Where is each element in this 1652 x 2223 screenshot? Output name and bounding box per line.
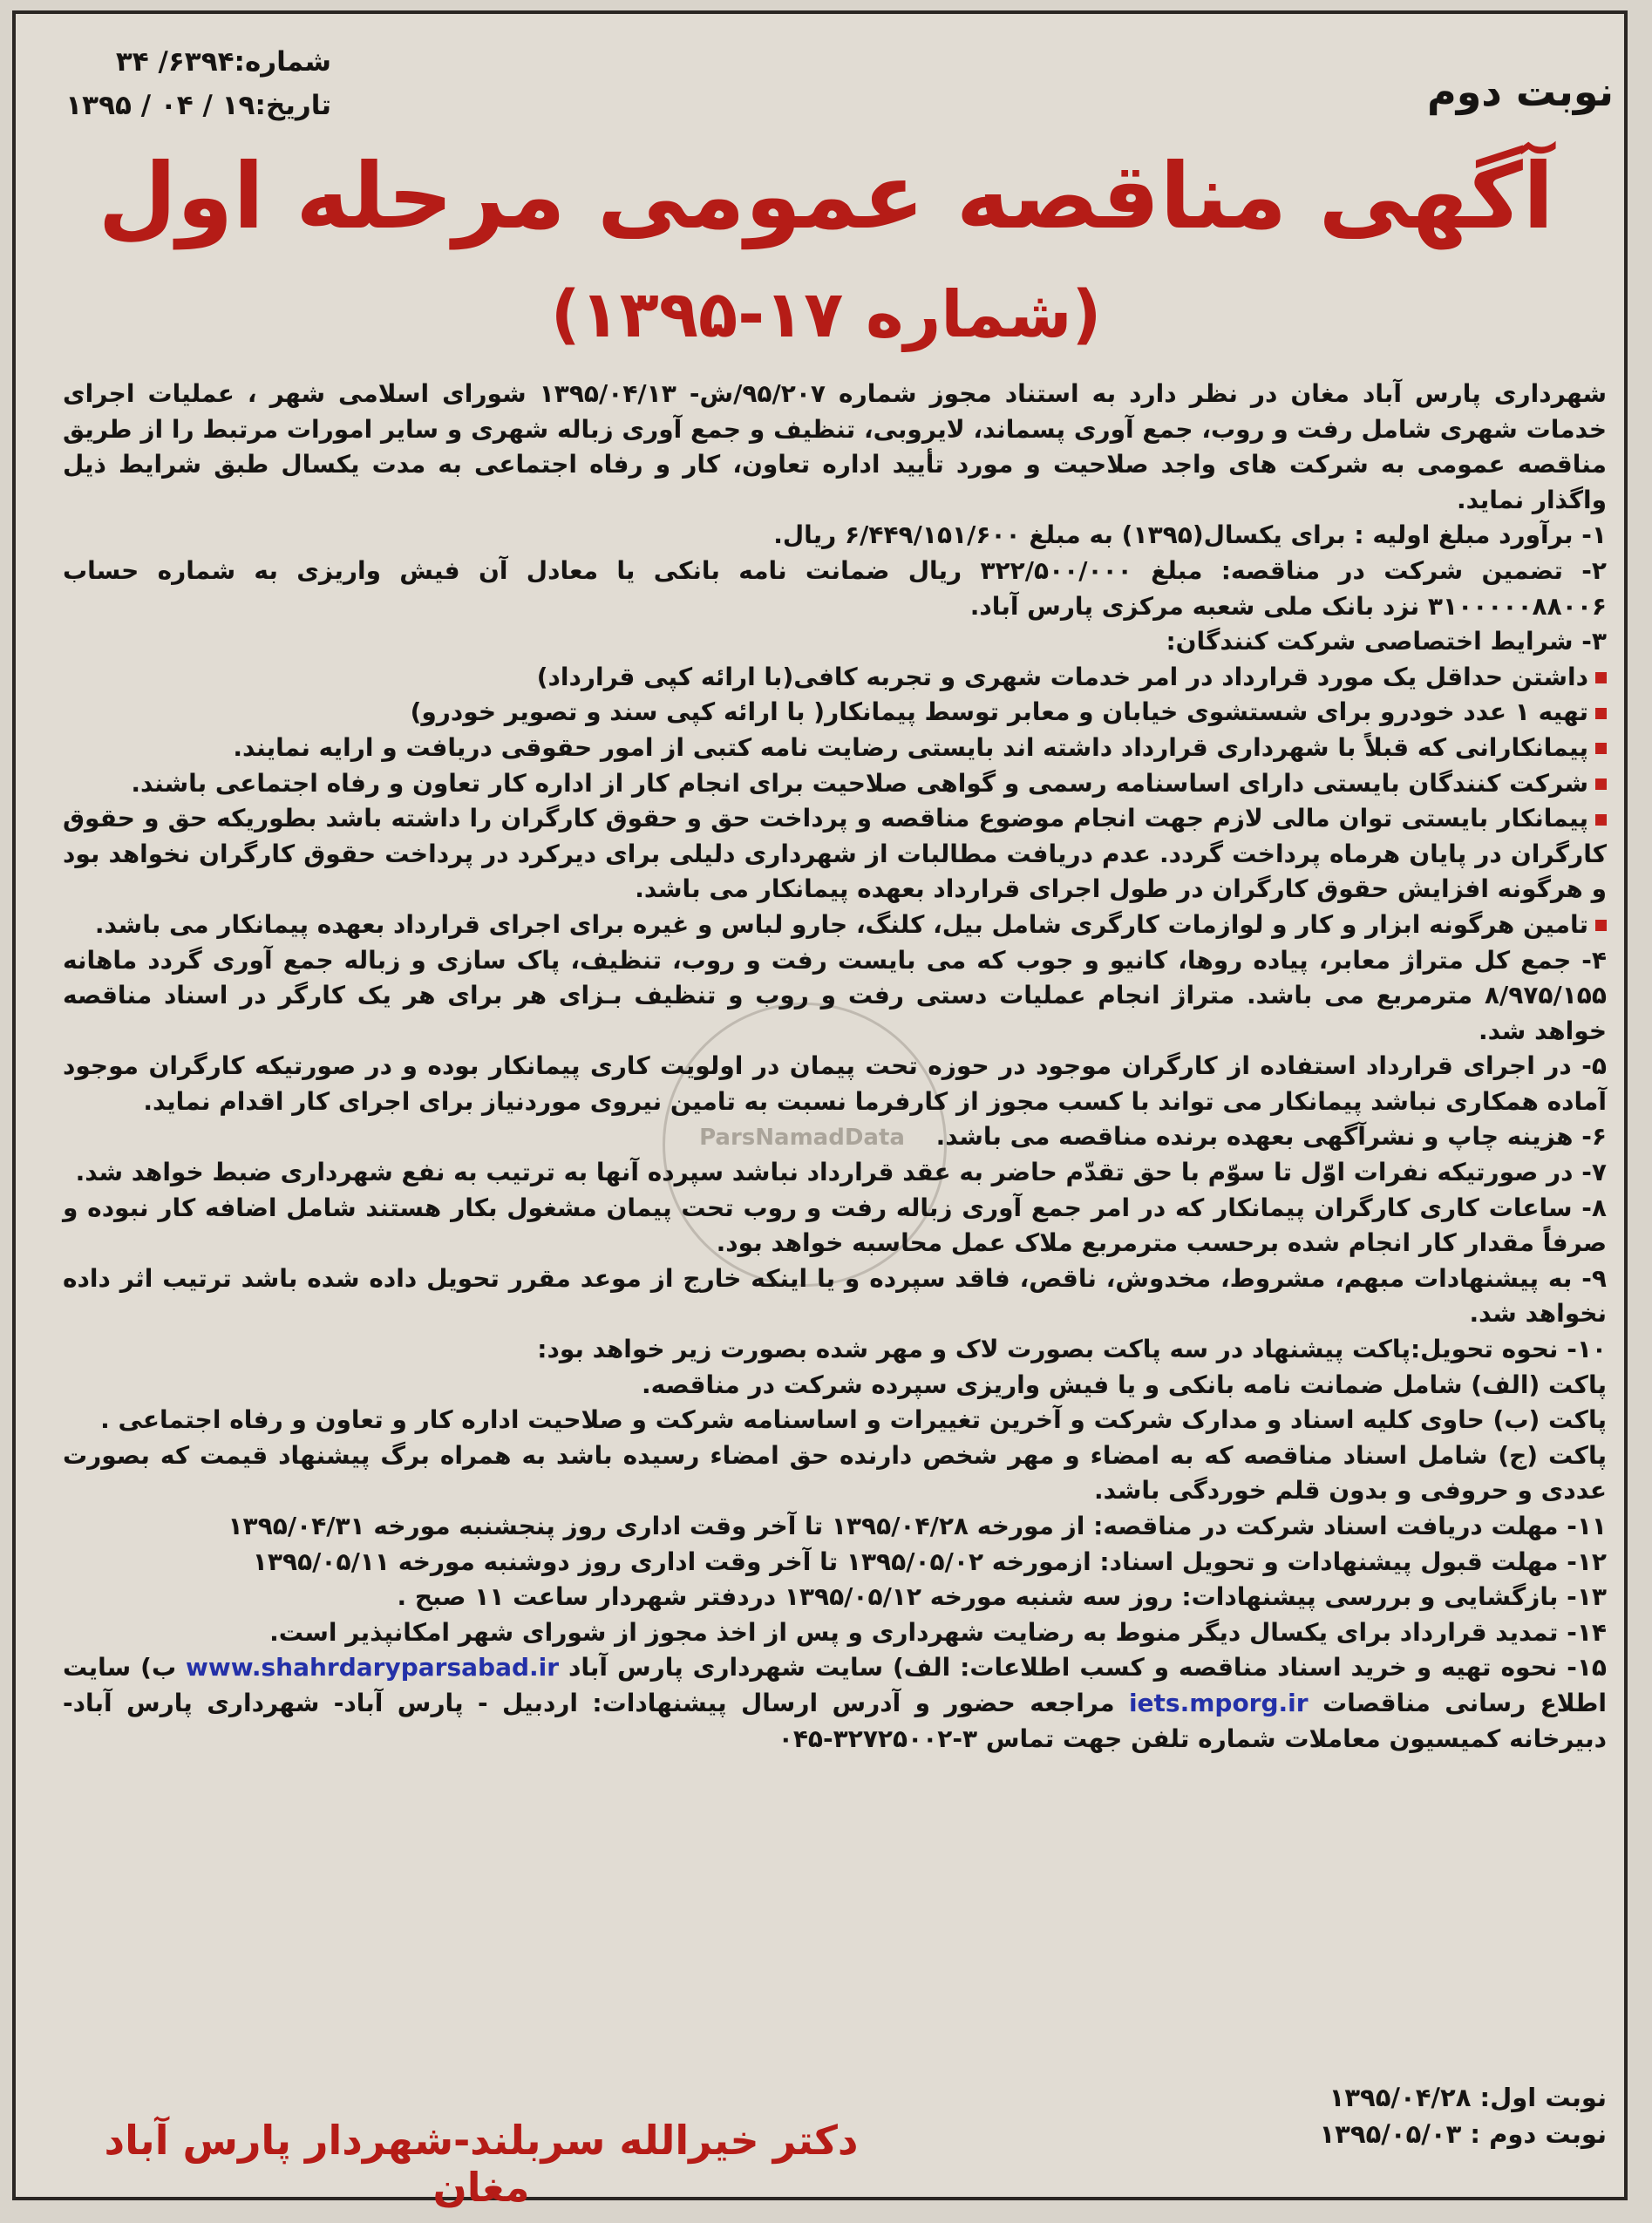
reference-date: تاریخ:۱۹ / ۰۴ / ۱۳۹۵	[65, 90, 331, 121]
item-10: ۱۰- نحوه تحویل:پاکت پیشنهاد در سه پاکت بصورت لاک و مهر شده بصورت زیر خواهد بود:	[537, 1335, 1607, 1364]
bullet-square-icon	[1595, 920, 1607, 931]
item-2: ۲- تضمین شرکت در مناقصه: مبلغ ۳۲۲/۵۰۰/۰۰۰ ریال ضمانت نامه بانکی یا معادل آن فیش واریزی به شماره حساب ۳۱۰۰۰۰۰۸۸۰۰۶ نزد بانک ملی شعبه مرکزی پارس آباد.	[63, 555, 1607, 621]
item-4: ۴- جمع کل متراژ معابر، پیاده روها، کانیو و جوب که می بایست رفت و روب، تنظیف، پاک سازی و زباله جمع آوری گردد ماهانه ۸/۹۷۵/۱۵۵ مترمربع می باشد. متراژ انجام عملیات دستی رفت و روب و تنظیف بـزای هر برای هر یک کارگر در اسناد مناقصه خواهد شد.	[63, 945, 1607, 1045]
reference-number: شماره:۶۳۹۴/ ۳۴	[115, 46, 331, 78]
item-9: ۹- به پیشنهادات مبهم، مشروط، مخدوش، ناقص، فاقد سپرده و یا اینکه خارج از موعد مقرر تحویل داده شده باشد ترتیب اثر داده نخواهد شد.	[63, 1263, 1607, 1329]
item-14: ۱۴- تمدید قرارداد برای یکسال دیگر منوط به رضایت شهرداری و پس از اخذ مجوز از شورای شهر امکانپذیر است.	[269, 1617, 1607, 1647]
item-6: ۶- هزینه چاپ و نشرآگهی بعهده برنده مناقصه می باشد.	[935, 1122, 1607, 1152]
item-5: ۵- در اجرای قرارداد استفاده از کارگران موجود در حوزه تحت پیمان در اولویت کاری پیمانکار بوده و در صورتیکه کارگران موجود آماده همکاری نباشد پیمانکار می تواند با کسب مجوز از کارفرما نسبت به تامین نیروی موردنیاز برای اجرای کار اقدام نماید.	[63, 1051, 1607, 1116]
item-7: ۷- در صورتیکه نفرات اوّل تا سوّم با حق تقدّم حاضر به عقد قرارداد نباشد سپرده آنها به ترتیب به نفع شهرداری ضبط خواهد شد.	[75, 1158, 1607, 1187]
bullet-item: پیمانکار بایستی توان مالی لازم جهت انجام موضوع مناقصه و پرداخت حق و حقوق کارگران را داشته باشد بطوریکه حق و حقوق کارگران در پایان هرماه پرداخت گردد. عدم دریافت مطالبات از شهرداری دلیلی برای دیرکرد در پرداخت حقوق کارگران نخواهد بود و هرگونه افزایش حقوق کارگران در طول اجرای قرارداد بعهده پیمانکار می باشد.	[63, 804, 1607, 904]
bullet-item: داشتن حداقل یک مورد قرارداد در امر خدمات شهری و تجربه کافی(با ارائه کپی قرارداد)	[63, 660, 1607, 696]
item-11: ۱۱- مهلت دریافت اسناد شرکت در مناقصه: از مورخه ۱۳۹۵/۰۴/۲۸ تا آخر وقت اداری روز پنجشنبه مورخه ۱۳۹۵/۰۴/۳۱	[228, 1512, 1607, 1540]
municipality-website-link[interactable]: www.shahrdaryparsabad.ir	[186, 1653, 560, 1683]
bullet-square-icon	[1595, 672, 1607, 683]
envelope-a: پاکت (الف) شامل ضمانت نامه بانکی و یا فیش واریزی سپرده شرکت در مناقصه.	[641, 1370, 1607, 1399]
first-publication-date: نوبت اول: ۱۳۹۵/۰۴/۲۸	[1329, 2083, 1607, 2112]
notice-body	[63, 377, 1607, 1757]
second-publication-date: نوبت دوم : ۱۳۹۵/۰۵/۰۳	[1319, 2119, 1607, 2149]
item-8: ۸- ساعات کاری کارگران پیمانکار که در امر جمع آوری زباله رفت و روب تحت پیمان مشغول بکار هستند شامل اضافه کار نبوده و صرفاً مقدار کار انجام شده برحسب مترمربع ملاک عمل محاسبه خواهد بود.	[63, 1193, 1607, 1258]
publication-round: نوبت دوم	[1426, 68, 1614, 115]
bullet-item: شرکت کنندگان بایستی دارای اساسنامه رسمی و گواهی صلاحیت برای انجام کار از اداره کار تعاون و رفاه اجتماعی باشند.	[63, 766, 1607, 802]
envelope-c: پاکت (ج) شامل اسناد مناقصه که به امضاء و مهر شخص دارنده حق امضاء رسیده باشد به همراه برگ پیشنهاد قیمت که بصورت عددی و حروفی و بدون قلم خوردگی باشد.	[63, 1440, 1607, 1506]
item-3: ۳- شرایط اختصاصی شرکت کنندگان:	[1166, 627, 1607, 656]
item-13: ۱۳- بازگشایی و بررسی پیشنهادات: روز سه شنبه مورخه ۱۳۹۵/۰۵/۱۲ دردفتر شهردار ساعت ۱۱ صبح .	[397, 1582, 1607, 1612]
envelope-b: پاکت (ب) حاوی کلیه اسناد و مدارک شرکت و آخرین تغییرات و اساسنامه شرکت و صلاحیت اداره کار و تعاون و رفاه اجتماعی .	[100, 1405, 1607, 1435]
bullet-item: تهیه ۱ عدد خودرو برای شستشوی خیابان و معابر توسط پیمانکار( با ارائه کپی سند و تصویر خودرو)	[63, 695, 1607, 731]
watermark-text: ParsNamadData	[699, 1125, 905, 1151]
bullet-square-icon	[1595, 778, 1607, 790]
tender-website-link[interactable]: iets.mporg.ir	[1128, 1688, 1309, 1717]
notice-title: آگهی مناقصه عمومی مرحله اول	[98, 143, 1554, 249]
mayor-signature: دکتر خیرالله سربلند-شهردار پارس آباد مغان	[104, 2117, 859, 2211]
bullet-square-icon	[1595, 743, 1607, 754]
bullet-item: پیمانکارانی که قبلاً با شهرداری قرارداد داشته اند بایستی رضایت نامه کتبی از امور حقوقی دریافت و ارایه نمایند.	[63, 731, 1607, 766]
bullet-square-icon	[1595, 708, 1607, 719]
item-15: ۱۵- نحوه تهیه و خرید اسناد مناقصه و کسب اطلاعات: الف) سایت شهرداری پارس آباد www.shahrdaryparsabad.ir ب) سایت اطلاع رسانی مناقصات iets.mporg.ir مراجعه حضور و آدرس ارسال پیشنهادات: اردبیل - پارس آباد- شهرداری پارس آباد- دبیرخانه کمیسیون معاملات شماره تلفن جهت تماس ۳-۳۲۷۲۵۰۰۲-۰۴۵	[63, 1653, 1608, 1753]
item-1: ۱- برآورد مبلغ اولیه : برای یکسال(۱۳۹۵) به مبلغ ۶/۴۴۹/۱۵۱/۶۰۰ ریال.	[773, 520, 1607, 550]
reference-block	[35, 40, 331, 127]
bullet-square-icon	[1595, 814, 1607, 826]
bullet-item: تامین هرگونه ابزار و کار و لوازمات کارگری شامل بیل، کلنگ، جارو لباس و غیره برای اجرای قرارداد بعهده پیمانکار می باشد.	[63, 908, 1607, 943]
item-12: ۱۲- مهلت قبول پیشنهادات و تحویل اسناد: ازمورخه ۱۳۹۵/۰۵/۰۲ تا آخر وقت اداری روز دوشنبه مورخه ۱۳۹۵/۰۵/۱۱	[252, 1547, 1607, 1576]
publication-dates	[1319, 2079, 1607, 2152]
intro-paragraph: شهرداری پارس آباد مغان در نظر دارد به استناد مجوز شماره ۹۵/۲۰۷/ش- ۱۳۹۵/۰۴/۱۳ شورای اسلامی شهر ، عملیات اجرای خدمات شهری شامل رفت و روب، جمع آوری پسماند، لایروبی، تنظیف و جمع آوری زباله شهری و سایر امورات مرتبط را از طریق مناقصه عمومی به شرکت های واجد صلاحیت و مورد تأیید اداره تعاون، کار و رفاه اجتماعی به مدت یکسال طبق شرایط ذیل واگذار نماید.	[63, 379, 1608, 514]
notice-subtitle: (شماره ۱۷-۱۳۹۵)	[550, 277, 1102, 352]
